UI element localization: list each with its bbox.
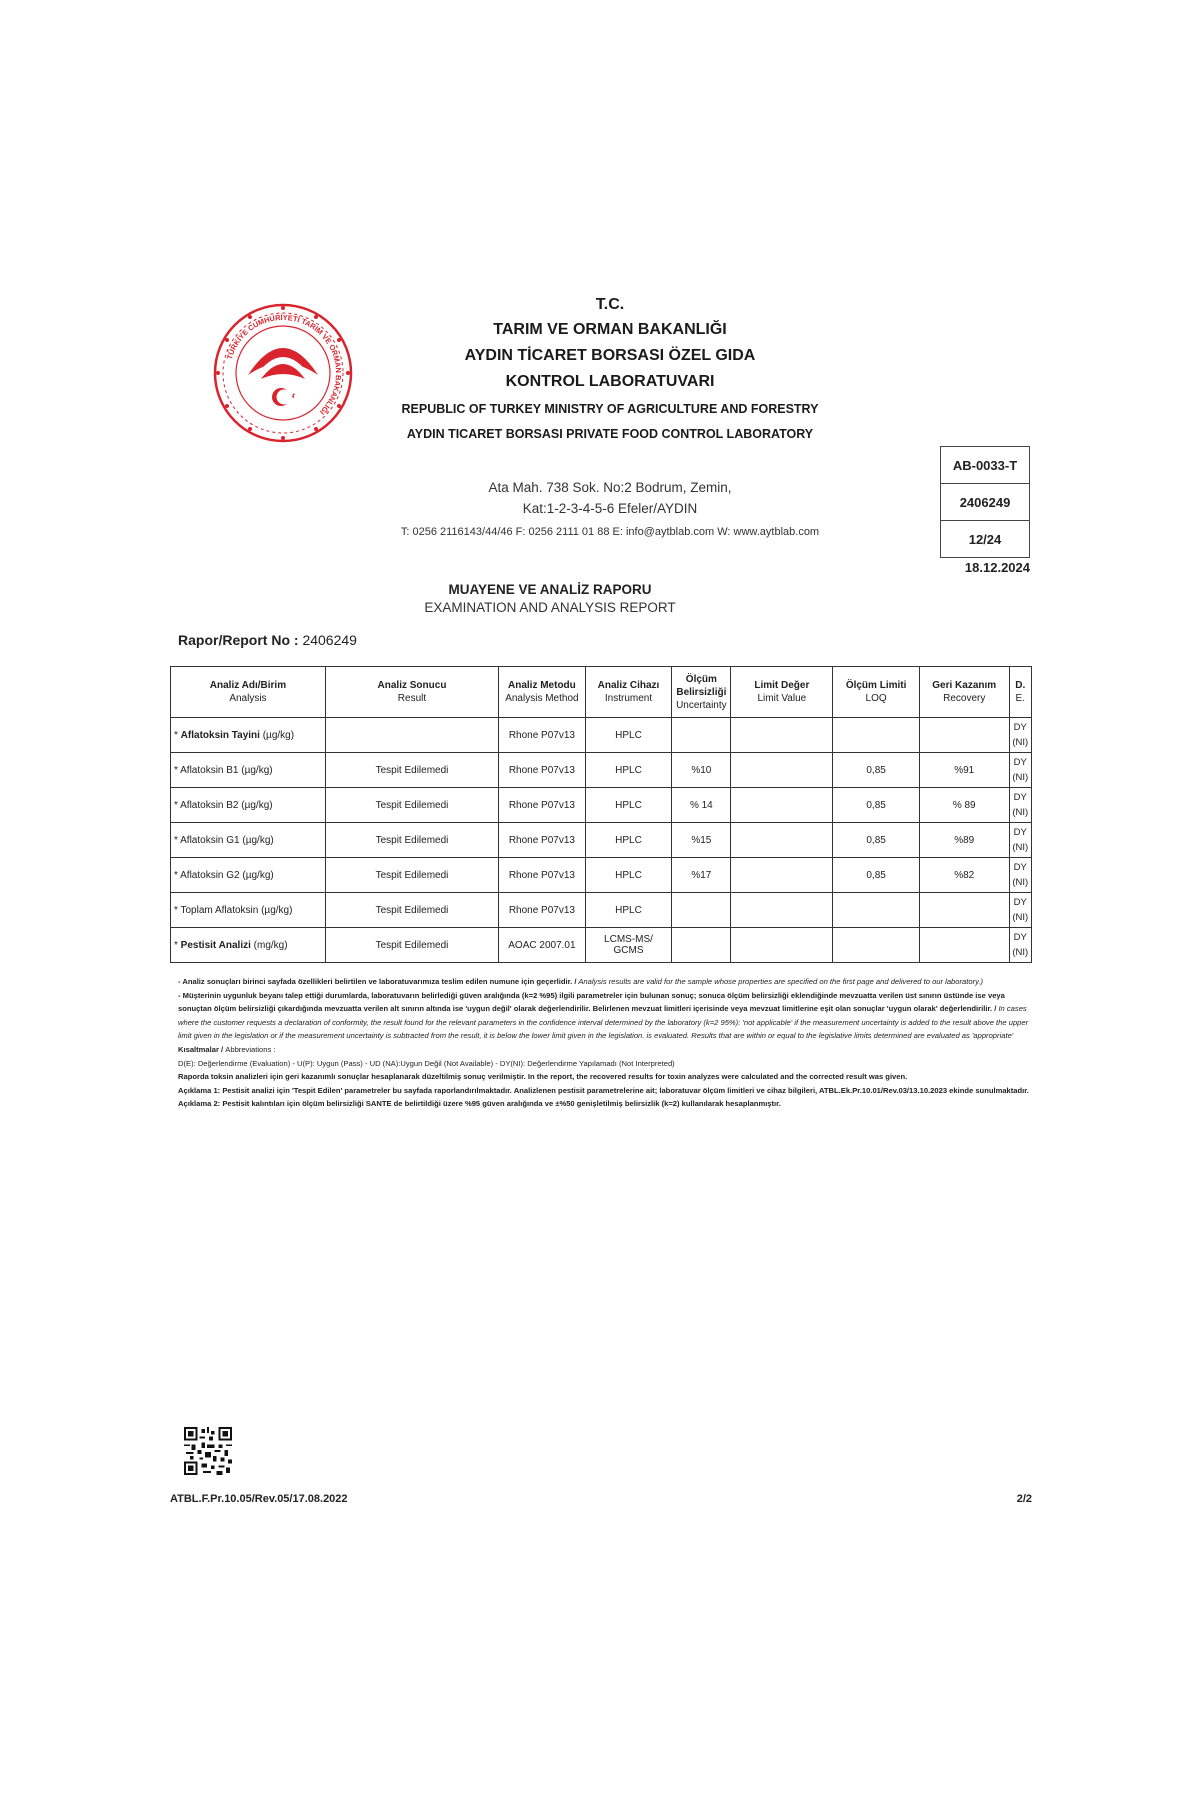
- note-pesticide: Açıklama 1: Pestisit analizi için 'Tespit Edilen' parametreler bu sayfada raporlandırılmaktadır. Analizlenen pestisit parametrelerine ait; laboratuvar ölçüm limitleri ve cihaz bilgileri, ATBL.Ek.Pr.10.01/Rev.03/13.10.2023 ekinde sunulmaktadır. Açıklama 2: Pestisit kalıntıları için ölçüm belirsizliği SANTE de belirtildiği üzere %95 güven aralığında ve ±%50 genişletilmiş belirsizlik (k=2) kullanılarak hesaplanmıştır.: [178, 1085, 1029, 1109]
- contact-line: T: 0256 2116143/44/46 F: 0256 2111 01 88 E: info@aytblab.com W: www.aytblab.com: [400, 526, 820, 538]
- qr-code-icon: [184, 1427, 232, 1475]
- table-row: [171, 788, 1032, 823]
- cell-recovery: [919, 928, 1009, 963]
- cell-method: Rhone P07v13: [499, 753, 586, 788]
- accreditation-code: AB-0033-T: [941, 447, 1030, 484]
- address-line-2: Kat:1-2-3-4-5-6 Efeler/AYDIN: [522, 501, 698, 516]
- cell-loq: [833, 928, 920, 963]
- svg-text:TÜRKİYE CUMHURİYETİ TARIM VE O: TÜRKİYE CUMHURİYETİ TARIM VE ORMAN BAKANLIĞI: [224, 312, 344, 417]
- cell-instrument: HPLC: [585, 753, 672, 788]
- cell-recovery: %89: [919, 823, 1009, 858]
- report-number-label: Rapor/Report No :: [178, 632, 299, 648]
- note-abbreviations: D(E): Değerlendirme (Evaluation) - U(P): Uygun (Pass) - UD (NA):Uygun Değil (Not Available) - DY(NI): Değerlendirme Yapılamadı (Not Interpreted): [178, 1058, 675, 1068]
- table-row: [171, 753, 1032, 788]
- table-header-cell: D. E.: [1009, 667, 1031, 718]
- cell-limit: [731, 753, 833, 788]
- cell-result: Tespit Edilemedi: [325, 858, 498, 893]
- cell-evaluation: DY (NI): [1009, 788, 1031, 823]
- cell-uncertainty: %10: [672, 753, 731, 788]
- header-lab-tr: KONTROL LABORATUVARI: [505, 373, 715, 390]
- cell-uncertainty: %15: [672, 823, 731, 858]
- cell-loq: 0,85: [833, 858, 920, 893]
- cell-evaluation: DY (NI): [1009, 928, 1031, 963]
- report-notes: [178, 975, 1033, 1111]
- cell-method: Rhone P07v13: [499, 823, 586, 858]
- cell-recovery: % 89: [919, 788, 1009, 823]
- cell-evaluation: DY (NI): [1009, 753, 1031, 788]
- cell-recovery: [919, 893, 1009, 928]
- header-lab-en: AYDIN TICARET BORSASI PRIVATE FOOD CONTROL LABORATORY: [406, 427, 814, 441]
- note-recovery: Raporda toksin analizleri için geri kazanımlı sonuçlar hesaplanarak düzeltilmiş sonuç verilmiştir. In the report, the recovered results for toxin analyzes were calculated and the corrected result was given.: [178, 1072, 908, 1082]
- cell-loq: 0,85: [833, 753, 920, 788]
- table-header-cell: Geri Kazanım Recovery: [919, 667, 1009, 718]
- cell-instrument: HPLC: [585, 858, 672, 893]
- cell-recovery: %82: [919, 858, 1009, 893]
- note-abbreviations-title: Kısaltmalar / Abbreviations :: [178, 1044, 276, 1054]
- cell-method: Rhone P07v13: [499, 718, 586, 753]
- cell-limit: [731, 928, 833, 963]
- table-header-cell: Analiz Adı/Birim Analysis: [171, 667, 326, 718]
- cell-instrument: HPLC: [585, 823, 672, 858]
- header-ministry-tr: TARIM VE ORMAN BAKANLIĞI: [493, 321, 727, 338]
- cell-analysis: * Aflatoksin B1 (µg/kg): [171, 753, 326, 788]
- cell-uncertainty: [672, 928, 731, 963]
- cell-limit: [731, 823, 833, 858]
- report-number: [178, 632, 357, 648]
- header-borsa-tr: AYDIN TİCARET BORSASI ÖZEL GIDA: [464, 347, 756, 364]
- form-code: ATBL.F.Pr.10.05/Rev.05/17.08.2022: [170, 1493, 348, 1505]
- cell-recovery: [919, 718, 1009, 753]
- cell-evaluation: DY (NI): [1009, 893, 1031, 928]
- table-body: [171, 718, 1032, 963]
- note-conformity: - Müşterinin uygunluk beyanı talep ettiği durumlarda, laboratuvarın belirlediği güven aralığında (k=2 %95) ilgili parametreler için bulunan sonuç; sonuca ölçüm belirsizliği eklendiğinde mevzuatta verilen üst sınırın üstünde ise veya sonuçtan ölçüm belirsizliği çıkardığında mevzuatta verilen alt sınırın altında ise 'uygun değil' olarak değerlendirilir. Belirlenen mevzuat limitleri içerisinde veya mevzuat limitlerine eşit olan sonuçlar 'uygun olarak' değerlendirilir. / In cases where the customer requests a declaration of conformity, the result found for the relevant parameters in the confidence interval determined by the laboratory (k=2 95%): 'not applicable' if the measurement uncertainty is added to the result above the upper limit given in the legislation or if the measurement uncertainty is subtracted from the result, it is below the lower limit given in the legislation. is evaluated. Results that are within or equal to the legislative limits determined are evaluated as 'appropriate': [178, 990, 1029, 1041]
- cell-method: Rhone P07v13: [499, 858, 586, 893]
- cell-result: Tespit Edilemedi: [325, 753, 498, 788]
- cell-loq: 0,85: [833, 823, 920, 858]
- cell-analysis: * Aflatoksin Tayini (µg/kg): [171, 718, 326, 753]
- cell-uncertainty: % 14: [672, 788, 731, 823]
- cell-analysis: * Aflatoksin G2 (µg/kg): [171, 858, 326, 893]
- table-header-cell: Analiz Cihazı Instrument: [585, 667, 672, 718]
- cell-uncertainty: [672, 893, 731, 928]
- cell-instrument: HPLC: [585, 893, 672, 928]
- cell-limit: [731, 858, 833, 893]
- cell-instrument: HPLC: [585, 718, 672, 753]
- table-row: [171, 858, 1032, 893]
- cell-limit: [731, 718, 833, 753]
- table-header-cell: Ölçüm Belirsizliği Uncertainty: [672, 667, 731, 718]
- table-header-cell: Limit Değer Limit Value: [731, 667, 833, 718]
- cell-result: Tespit Edilemedi: [325, 893, 498, 928]
- cell-loq: [833, 893, 920, 928]
- cell-analysis: * Aflatoksin G1 (µg/kg): [171, 823, 326, 858]
- header-ministry-en: REPUBLIC OF TURKEY MINISTRY OF AGRICULTURE AND FORESTRY: [401, 402, 819, 416]
- table-row: [171, 718, 1032, 753]
- cell-loq: 0,85: [833, 788, 920, 823]
- analysis-table: [170, 666, 1032, 963]
- table-row: [171, 928, 1032, 963]
- cell-evaluation: DY (NI): [1009, 823, 1031, 858]
- cell-method: AOAC 2007.01: [499, 928, 586, 963]
- report-title-tr: MUAYENE VE ANALİZ RAPORU: [448, 582, 652, 597]
- cell-result: Tespit Edilemedi: [325, 823, 498, 858]
- cell-recovery: %91: [919, 753, 1009, 788]
- header-tc: T.C.: [595, 296, 625, 313]
- table-header-row: [171, 667, 1032, 718]
- cell-analysis: * Aflatoksin B2 (µg/kg): [171, 788, 326, 823]
- table-row: [171, 823, 1032, 858]
- table-row: [171, 893, 1032, 928]
- cell-result: Tespit Edilemedi: [325, 928, 498, 963]
- cell-evaluation: DY (NI): [1009, 858, 1031, 893]
- cell-uncertainty: %17: [672, 858, 731, 893]
- address-line-1: Ata Mah. 738 Sok. No:2 Bodrum, Zemin,: [488, 480, 732, 495]
- table-header-cell: Analiz Sonucu Result: [325, 667, 498, 718]
- report-month: 12/24: [941, 521, 1030, 558]
- page-number: 2/2: [1016, 1493, 1032, 1505]
- cell-evaluation: DY (NI): [1009, 718, 1031, 753]
- cell-result: Tespit Edilemedi: [325, 788, 498, 823]
- report-code: 2406249: [941, 484, 1030, 521]
- cell-instrument: LCMS-MS/ GCMS: [585, 928, 672, 963]
- cell-limit: [731, 788, 833, 823]
- report-date: 18.12.2024: [964, 560, 1030, 575]
- table-header-cell: Ölçüm Limiti LOQ: [833, 667, 920, 718]
- report-code-box: [940, 446, 1030, 558]
- cell-instrument: HPLC: [585, 788, 672, 823]
- cell-method: Rhone P07v13: [499, 893, 586, 928]
- cell-method: Rhone P07v13: [499, 788, 586, 823]
- cell-uncertainty: [672, 718, 731, 753]
- cell-limit: [731, 893, 833, 928]
- cell-analysis: * Toplam Aflatoksin (µg/kg): [171, 893, 326, 928]
- cell-loq: [833, 718, 920, 753]
- note-validity: - Analiz sonuçları birinci sayfada özellikleri belirtilen ve laboratuvarımıza teslim edilen numune için geçerlidir. / Analysis results are valid for the sample whose properties are specified on the first page and delivered to our laboratory.): [178, 977, 983, 986]
- table-header-cell: Analiz Metodu Analysis Method: [499, 667, 586, 718]
- cell-analysis: * Pestisit Analizi (mg/kg): [171, 928, 326, 963]
- report-number-value: 2406249: [302, 632, 357, 648]
- report-title-en: EXAMINATION AND ANALYSIS REPORT: [424, 600, 676, 615]
- cell-result: [325, 718, 498, 753]
